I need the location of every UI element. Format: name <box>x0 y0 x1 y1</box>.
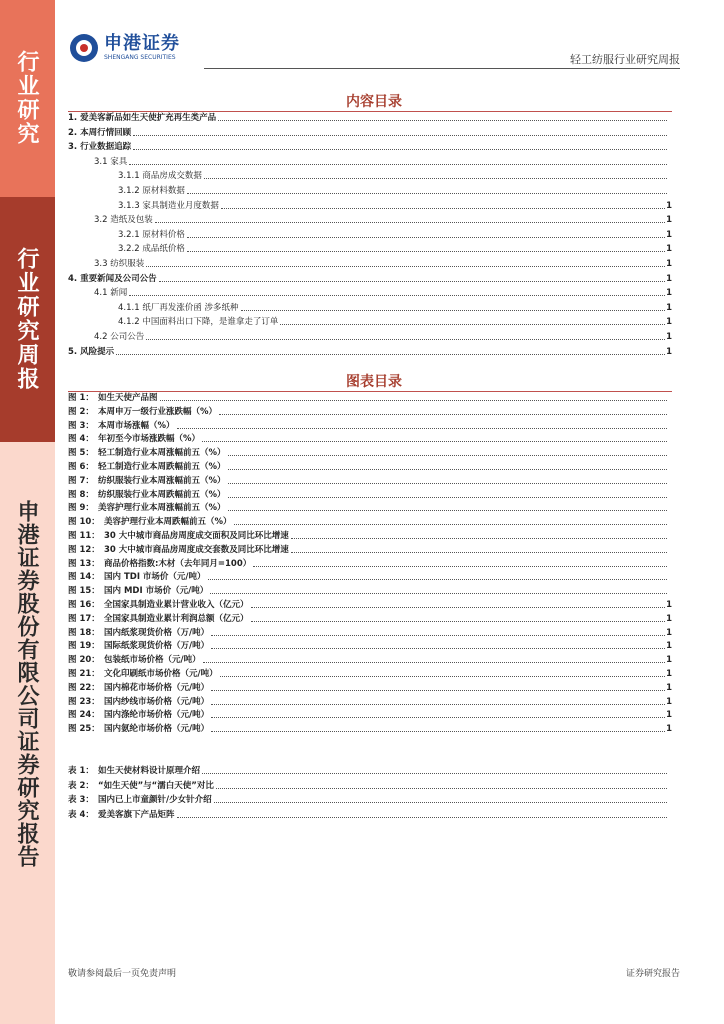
leader-dots <box>228 482 667 484</box>
figure-entry[interactable] <box>68 611 672 625</box>
entry-text: 国内已上市童颜针/少女针介绍 <box>98 795 212 805</box>
leader-dots <box>133 148 667 150</box>
figure-entry[interactable] <box>68 680 672 694</box>
entry-number: 图 11： <box>68 531 100 541</box>
entry-text: 国内纸浆现货价格（万/吨） <box>104 627 210 638</box>
entry-number: 图 8： <box>68 489 94 500</box>
logo-mark-icon <box>70 34 98 62</box>
toc-entry[interactable] <box>68 168 672 182</box>
entry-label <box>68 810 177 821</box>
sidebar-category-text: 行业研究 <box>14 50 40 146</box>
entry-text: 纺织服装行业本周涨幅前五（%） <box>98 475 226 486</box>
entry-number: 图 1： <box>68 393 94 403</box>
entry-text: 轻工制造行业本周跌幅前五（%） <box>98 462 226 472</box>
leader-dots <box>202 440 667 442</box>
footer-disclaimer: 敬请参阅最后一页免责声明 <box>68 969 177 979</box>
leader-dots <box>234 523 667 525</box>
entry-number: 图 17： <box>68 613 100 624</box>
toc-entry[interactable] <box>68 271 672 285</box>
figure-entry[interactable] <box>68 694 672 708</box>
entry-label <box>68 669 220 680</box>
figure-entry[interactable] <box>68 431 672 445</box>
sidebar-report-type-text: 行业研究周报 <box>14 247 40 391</box>
leader-dots <box>177 427 667 429</box>
entry-label <box>68 517 234 528</box>
entry-number: 图 12： <box>68 544 100 555</box>
toc-entry-label: 3.2.2 成品纸价格 <box>118 244 185 255</box>
entry-label <box>68 795 214 806</box>
entry-number: 图 5： <box>68 448 94 459</box>
leader-dots <box>160 399 667 401</box>
entry-label <box>68 572 208 583</box>
table-entry[interactable] <box>68 792 672 806</box>
toc-entry[interactable] <box>68 154 672 168</box>
entry-number: 表 1： <box>68 766 94 776</box>
entry-number: 图 25： <box>68 724 100 735</box>
toc-entry[interactable] <box>68 212 672 226</box>
figure-entry[interactable] <box>68 638 672 652</box>
toc-entry[interactable] <box>68 125 672 139</box>
entry-text: 爱美客旗下产品矩阵 <box>98 809 175 820</box>
figure-entry[interactable] <box>68 542 672 556</box>
entry-label <box>68 393 160 404</box>
entry-label <box>68 421 177 432</box>
leader-dots <box>187 250 665 252</box>
leader-dots <box>280 323 665 325</box>
leader-dots <box>218 119 667 121</box>
entry-text: 国内 MDI 市场价（元/吨） <box>104 586 209 597</box>
leader-dots <box>177 816 667 818</box>
leader-dots <box>159 280 665 282</box>
figure-entry[interactable] <box>68 666 672 680</box>
entry-number: 图 2： <box>68 406 94 417</box>
leader-dots <box>187 236 665 238</box>
entry-label <box>68 586 210 597</box>
entry-text: 30 大中城市商品房周度成交面积及同比环比增速 <box>104 531 289 541</box>
entry-label <box>68 655 203 666</box>
toc-entry[interactable] <box>68 300 672 314</box>
leader-dots <box>187 192 667 194</box>
entry-label <box>68 683 211 694</box>
entry-text: 纺织服装行业本周跌幅前五（%） <box>98 489 226 500</box>
header-divider <box>204 68 680 69</box>
leader-dots <box>133 134 667 136</box>
entry-label <box>68 724 211 735</box>
entry-text: 年初至今市场涨跌幅（%） <box>98 434 201 445</box>
toc-entry[interactable] <box>68 256 672 270</box>
figure-entry[interactable] <box>68 418 672 432</box>
leader-dots <box>208 578 667 580</box>
figure-entry[interactable] <box>68 459 672 473</box>
toc-entry-label: 3.2 造纸及包装 <box>94 215 153 226</box>
page-number: 1 <box>666 641 672 652</box>
page-number: 1 <box>666 244 672 255</box>
toc-entry-label: 3.3 纺织服装 <box>94 259 145 269</box>
entry-text: 国际纸浆现货价格（万/吨） <box>104 641 210 652</box>
figure-entry[interactable] <box>68 390 672 404</box>
leader-dots <box>146 338 665 340</box>
leader-dots <box>221 207 665 209</box>
entry-text: 国内棉花市场价格（元/吨） <box>104 682 210 693</box>
leader-dots <box>210 592 667 594</box>
leader-dots <box>204 177 667 179</box>
toc-entry-label: 4. 重要新闻及公司公告 <box>68 273 157 284</box>
entry-label <box>68 407 219 418</box>
page-number: 1 <box>666 655 672 666</box>
entry-number: 表 3： <box>68 795 94 805</box>
figure-entry[interactable] <box>68 487 672 501</box>
logo-name-cn: 申港证券 <box>104 33 180 54</box>
page-number: 1 <box>666 229 672 240</box>
leader-dots <box>216 787 667 789</box>
entry-number: 图 9： <box>68 503 94 514</box>
entry-label <box>68 545 291 556</box>
entry-number: 图 3： <box>68 420 94 431</box>
leader-dots <box>202 772 667 774</box>
leader-dots <box>251 606 666 608</box>
entry-text: 商品价格指数:木材（去年同月=100） <box>104 558 252 569</box>
figure-entry[interactable] <box>68 625 672 639</box>
toc-entry[interactable] <box>68 285 672 299</box>
entry-text: 美容护理行业本周涨幅前五（%） <box>98 503 226 514</box>
figure-entry[interactable] <box>68 500 672 514</box>
company-logo <box>70 34 180 62</box>
entry-number: 图 24： <box>68 710 100 721</box>
entry-text: 国内涤纶市场价格（元/吨） <box>104 710 210 721</box>
left-sidebar <box>0 0 55 1024</box>
leader-dots <box>155 221 665 223</box>
toc-entry-label: 2. 本周行情回顾 <box>68 127 132 138</box>
page-number: 1 <box>666 317 672 328</box>
page-number: 1 <box>666 613 672 624</box>
sidebar-category-block <box>0 0 55 197</box>
entry-text: 国内纱线市场价格（元/吨） <box>104 696 210 707</box>
table-entry[interactable] <box>68 778 672 792</box>
toc-entry-label: 3.1 家具 <box>94 156 128 167</box>
entry-label <box>68 434 202 445</box>
leader-dots <box>146 265 665 267</box>
toc-title: 内容目录 <box>346 94 402 110</box>
page-number: 1 <box>666 682 672 693</box>
toc-entry[interactable] <box>68 314 672 328</box>
figure-entry[interactable] <box>68 528 672 542</box>
logo-name-en: SHENGANG SECURITIES <box>104 54 176 61</box>
sidebar-company-block <box>0 442 55 1024</box>
leader-dots <box>211 634 665 636</box>
entry-number: 图 6： <box>68 462 94 472</box>
leader-dots <box>228 509 667 511</box>
page-number: 1 <box>666 302 672 313</box>
toc-entry[interactable] <box>68 139 672 153</box>
leader-dots <box>211 689 665 691</box>
table-entry[interactable] <box>68 807 672 821</box>
entry-number: 图 7： <box>68 475 94 486</box>
entry-label <box>68 490 228 501</box>
entry-number: 图 16： <box>68 600 100 610</box>
sidebar-company-text: 申港证券股份有限公司证券研究报告 <box>14 500 40 868</box>
entry-text: 轻工制造行业本周涨幅前五（%） <box>98 448 226 459</box>
figure-entry[interactable] <box>68 556 672 570</box>
figures-title: 图表目录 <box>346 374 402 390</box>
figure-entry[interactable] <box>68 721 672 735</box>
entry-text: 如生天使材料设计原理介绍 <box>98 766 201 776</box>
entry-text: 本周申万一级行业涨跌幅（%） <box>98 406 218 417</box>
entry-label <box>68 531 291 542</box>
toc-entry-label: 1. 爱美客新品如生天使扩充再生类产品 <box>68 113 217 123</box>
leader-dots <box>291 551 667 553</box>
footer-report-type: 证券研究报告 <box>625 969 680 979</box>
toc-entry[interactable] <box>68 198 672 212</box>
entry-label <box>68 462 228 473</box>
page-number: 1 <box>666 669 672 679</box>
entry-number: 图 19： <box>68 641 100 652</box>
leader-dots <box>228 454 667 456</box>
page-number: 1 <box>666 600 672 610</box>
entry-label <box>68 641 211 652</box>
toc-entry[interactable] <box>68 329 672 343</box>
page-number: 1 <box>666 710 672 721</box>
entry-label <box>68 476 228 487</box>
entry-label <box>68 559 253 570</box>
entry-label <box>68 448 228 459</box>
entry-text: 本周市场涨幅（%） <box>98 420 175 431</box>
leader-dots <box>203 661 665 663</box>
entry-text: 30 大中城市商品房周度成交套数及同比环比增速 <box>104 544 289 555</box>
leader-dots <box>220 675 665 677</box>
page-number: 1 <box>666 273 672 284</box>
entry-label <box>68 766 202 777</box>
figure-entry[interactable] <box>68 514 672 528</box>
entry-number: 图 21： <box>68 669 100 679</box>
toc-entry-label: 4.2 公司公告 <box>94 332 145 342</box>
page-number: 1 <box>666 288 672 299</box>
entry-text: 全国家具制造业累计营业收入（亿元） <box>104 600 249 610</box>
page-number: 1 <box>666 627 672 638</box>
toc-entry-label: 3. 行业数据追踪 <box>68 142 132 153</box>
entry-number: 图 15： <box>68 586 100 597</box>
toc-entry-label: 3.1.1 商品房成交数据 <box>118 171 202 182</box>
entry-text: “如生天使”与“濡白天使”对比 <box>98 780 214 791</box>
entry-text: 文化印刷纸市场价格（元/吨） <box>104 669 218 679</box>
leader-dots <box>116 353 665 355</box>
figure-entry[interactable] <box>68 597 672 611</box>
leader-dots <box>253 565 667 567</box>
entry-text: 如生天使产品图 <box>98 393 158 403</box>
leader-dots <box>228 496 667 498</box>
leader-dots <box>211 647 665 649</box>
page-number: 1 <box>666 215 672 226</box>
entry-text: 国内 TDI 市场价（元/吨） <box>104 572 206 583</box>
entry-number: 图 10： <box>68 517 100 528</box>
toc-entry[interactable] <box>68 241 672 255</box>
entry-text: 包装纸市场价格（元/吨） <box>104 655 201 666</box>
leader-dots <box>219 413 667 415</box>
leader-dots <box>214 801 667 803</box>
figure-entry[interactable] <box>68 583 672 597</box>
entry-number: 图 18： <box>68 627 100 638</box>
entry-number: 图 23： <box>68 696 100 707</box>
entry-number: 图 13： <box>68 558 100 569</box>
entry-text: 国内氨纶市场价格（元/吨） <box>104 724 210 735</box>
page-header <box>68 30 680 70</box>
entry-label <box>68 600 251 611</box>
toc-entry-label: 4.1.2 中国面料出口下降，是谁拿走了订单 <box>118 317 279 328</box>
leader-dots <box>291 537 667 539</box>
entry-text: 全国家具制造业累计利润总额（亿元） <box>104 613 249 624</box>
entry-label <box>68 503 228 514</box>
toc-entry[interactable] <box>68 110 672 124</box>
sidebar-report-type-block <box>0 197 55 442</box>
entry-label <box>68 628 211 639</box>
toc-entry[interactable] <box>68 227 672 241</box>
leader-dots <box>129 163 667 165</box>
header-report-title: 轻工纺服行业研究周报 <box>570 53 680 66</box>
page-number: 1 <box>666 200 672 211</box>
figure-entry[interactable] <box>68 473 672 487</box>
entry-number: 图 14： <box>68 572 100 583</box>
entry-number: 表 2： <box>68 780 94 791</box>
entry-text: 美容护理行业本周跌幅前五（%） <box>104 517 232 528</box>
toc-entry-label: 4.1 新闻 <box>94 288 128 299</box>
leader-dots <box>211 730 665 732</box>
entry-label <box>68 781 216 792</box>
figure-entry[interactable] <box>68 569 672 583</box>
leader-dots <box>211 716 665 718</box>
entry-number: 表 4： <box>68 809 94 820</box>
figure-entry[interactable] <box>68 445 672 459</box>
toc-entry-label: 5. 风险提示 <box>68 346 115 357</box>
entry-label <box>68 614 251 625</box>
page-number: 1 <box>666 724 672 735</box>
toc-entry[interactable] <box>68 183 672 197</box>
table-entry[interactable] <box>68 763 672 777</box>
leader-dots <box>228 468 667 470</box>
leader-dots <box>211 703 665 705</box>
toc-entry-label: 3.2.1 原材料价格 <box>118 229 185 240</box>
entry-number: 图 4： <box>68 434 94 445</box>
leader-dots <box>129 294 665 296</box>
toc-entry-label: 3.1.3 家具制造业月度数据 <box>118 200 219 211</box>
page-number: 1 <box>666 696 672 707</box>
entry-number: 图 22： <box>68 682 100 693</box>
entry-label <box>68 710 211 721</box>
toc-entry[interactable] <box>68 344 672 358</box>
page-number: 1 <box>666 259 672 269</box>
toc-entry-label: 3.1.2 原材料数据 <box>118 186 185 196</box>
entry-number: 图 20： <box>68 655 100 666</box>
leader-dots <box>241 309 666 311</box>
entry-label <box>68 697 211 708</box>
figure-entry[interactable] <box>68 652 672 666</box>
page-number: 1 <box>666 332 672 342</box>
figure-entry[interactable] <box>68 404 672 418</box>
figure-entry[interactable] <box>68 707 672 721</box>
page-number: 1 <box>666 346 672 357</box>
toc-entry-label: 4.1.1 纸厂再发涨价函 涉多纸种 <box>118 302 239 313</box>
leader-dots <box>251 620 666 622</box>
